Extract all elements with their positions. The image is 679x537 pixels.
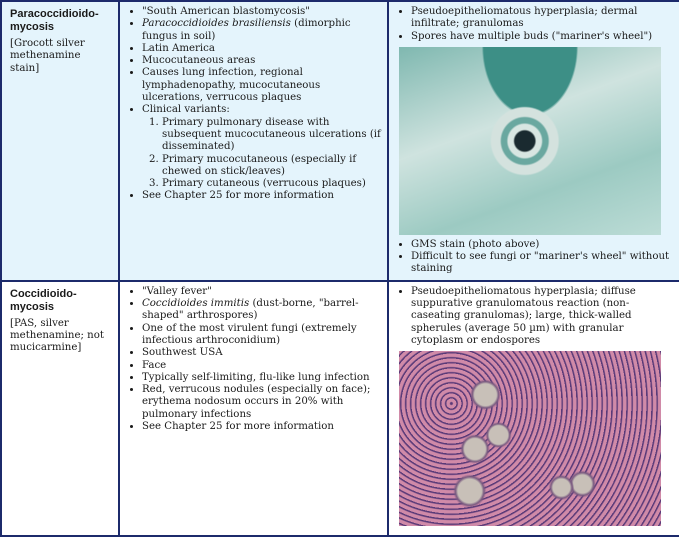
- disease-cell: [1, 1, 119, 281]
- feature-text: Clinical variants:: [142, 104, 230, 116]
- table-row-paracoccidioidomycosis: [1, 1, 679, 281]
- feature-item: • "Valley fever": [142, 286, 381, 298]
- feature-item: [142, 298, 381, 323]
- histology-cell: [388, 281, 679, 536]
- feature-text: (dimorphic fungus in soil): [142, 18, 351, 42]
- histology-cell: [388, 1, 679, 281]
- feature-item: • Typically self-limiting, flu-like lung infection: [142, 372, 381, 384]
- variant-item: 3. Primary cutaneous (verrucous plaques): [162, 178, 381, 190]
- histology-item: • Pseudoepitheliomatous hyperplasia; diffuse suppurative granulomatous reaction (non-caseating granulomas); large, thick-walled spherules (average 50 µm) with granular cytoplasm or endospores: [411, 286, 673, 347]
- feature-item: • Latin America: [142, 43, 381, 55]
- table-row-coccidioidomycosis: [1, 281, 679, 536]
- histology-item: • Pseudoepitheliomatous hyperplasia; dermal infiltrate; granulomas: [411, 6, 673, 31]
- spherules-micrograph: [399, 351, 661, 526]
- disease-stain: [PAS, silver methenamine; not mucicarmine]: [10, 317, 104, 354]
- variant-item: 2. Primary mucocutaneous (especially if chewed on stick/leaves): [162, 154, 381, 179]
- organism-name: Coccidioides immitis: [142, 298, 250, 310]
- features-cell: [119, 1, 388, 281]
- disease-stain: [Grocott silver methenamine stain]: [10, 38, 85, 74]
- features-cell: [119, 281, 388, 536]
- feature-item: [142, 18, 381, 43]
- feature-item: • Face: [142, 360, 381, 372]
- disease-cell: [1, 281, 119, 536]
- feature-item: • See Chapter 25 for more information: [142, 190, 381, 202]
- histology-item: • Difficult to see fungi or "mariner's wheel" without staining: [411, 251, 673, 276]
- feature-item: • Causes lung infection, regional lymphadenopathy, mucocutaneous ulcerations, verrucous plaques: [142, 67, 381, 104]
- histology-item: • GMS stain (photo above): [411, 239, 673, 251]
- organism-name: Paracoccidioides brasiliensis: [142, 18, 291, 30]
- disease-name: Paracoccidioido-mycosis: [10, 8, 99, 33]
- feature-item: [142, 104, 381, 190]
- feature-text: (dust-borne, "barrel-shaped" arthrospores): [142, 298, 359, 322]
- histology-item: • Spores have multiple buds ("mariner's wheel"): [411, 31, 673, 43]
- variant-item: 1. Primary pulmonary disease with subsequent mucocutaneous ulcerations (if disseminated): [162, 117, 381, 154]
- feature-item: • See Chapter 25 for more information: [142, 421, 381, 433]
- gms-stain-micrograph: [399, 47, 661, 235]
- feature-item: • Southwest USA: [142, 347, 381, 359]
- feature-item: • One of the most virulent fungi (extremely infectious arthroconidium): [142, 323, 381, 348]
- feature-item: • Mucocutaneous areas: [142, 55, 381, 67]
- disease-name: Coccidioido-mycosis: [10, 287, 77, 313]
- feature-item: • "South American blastomycosis": [142, 6, 381, 18]
- feature-item: • Red, verrucous nodules (especially on face); erythema nodosum occurs in 20% with pulmonary infections: [142, 384, 381, 421]
